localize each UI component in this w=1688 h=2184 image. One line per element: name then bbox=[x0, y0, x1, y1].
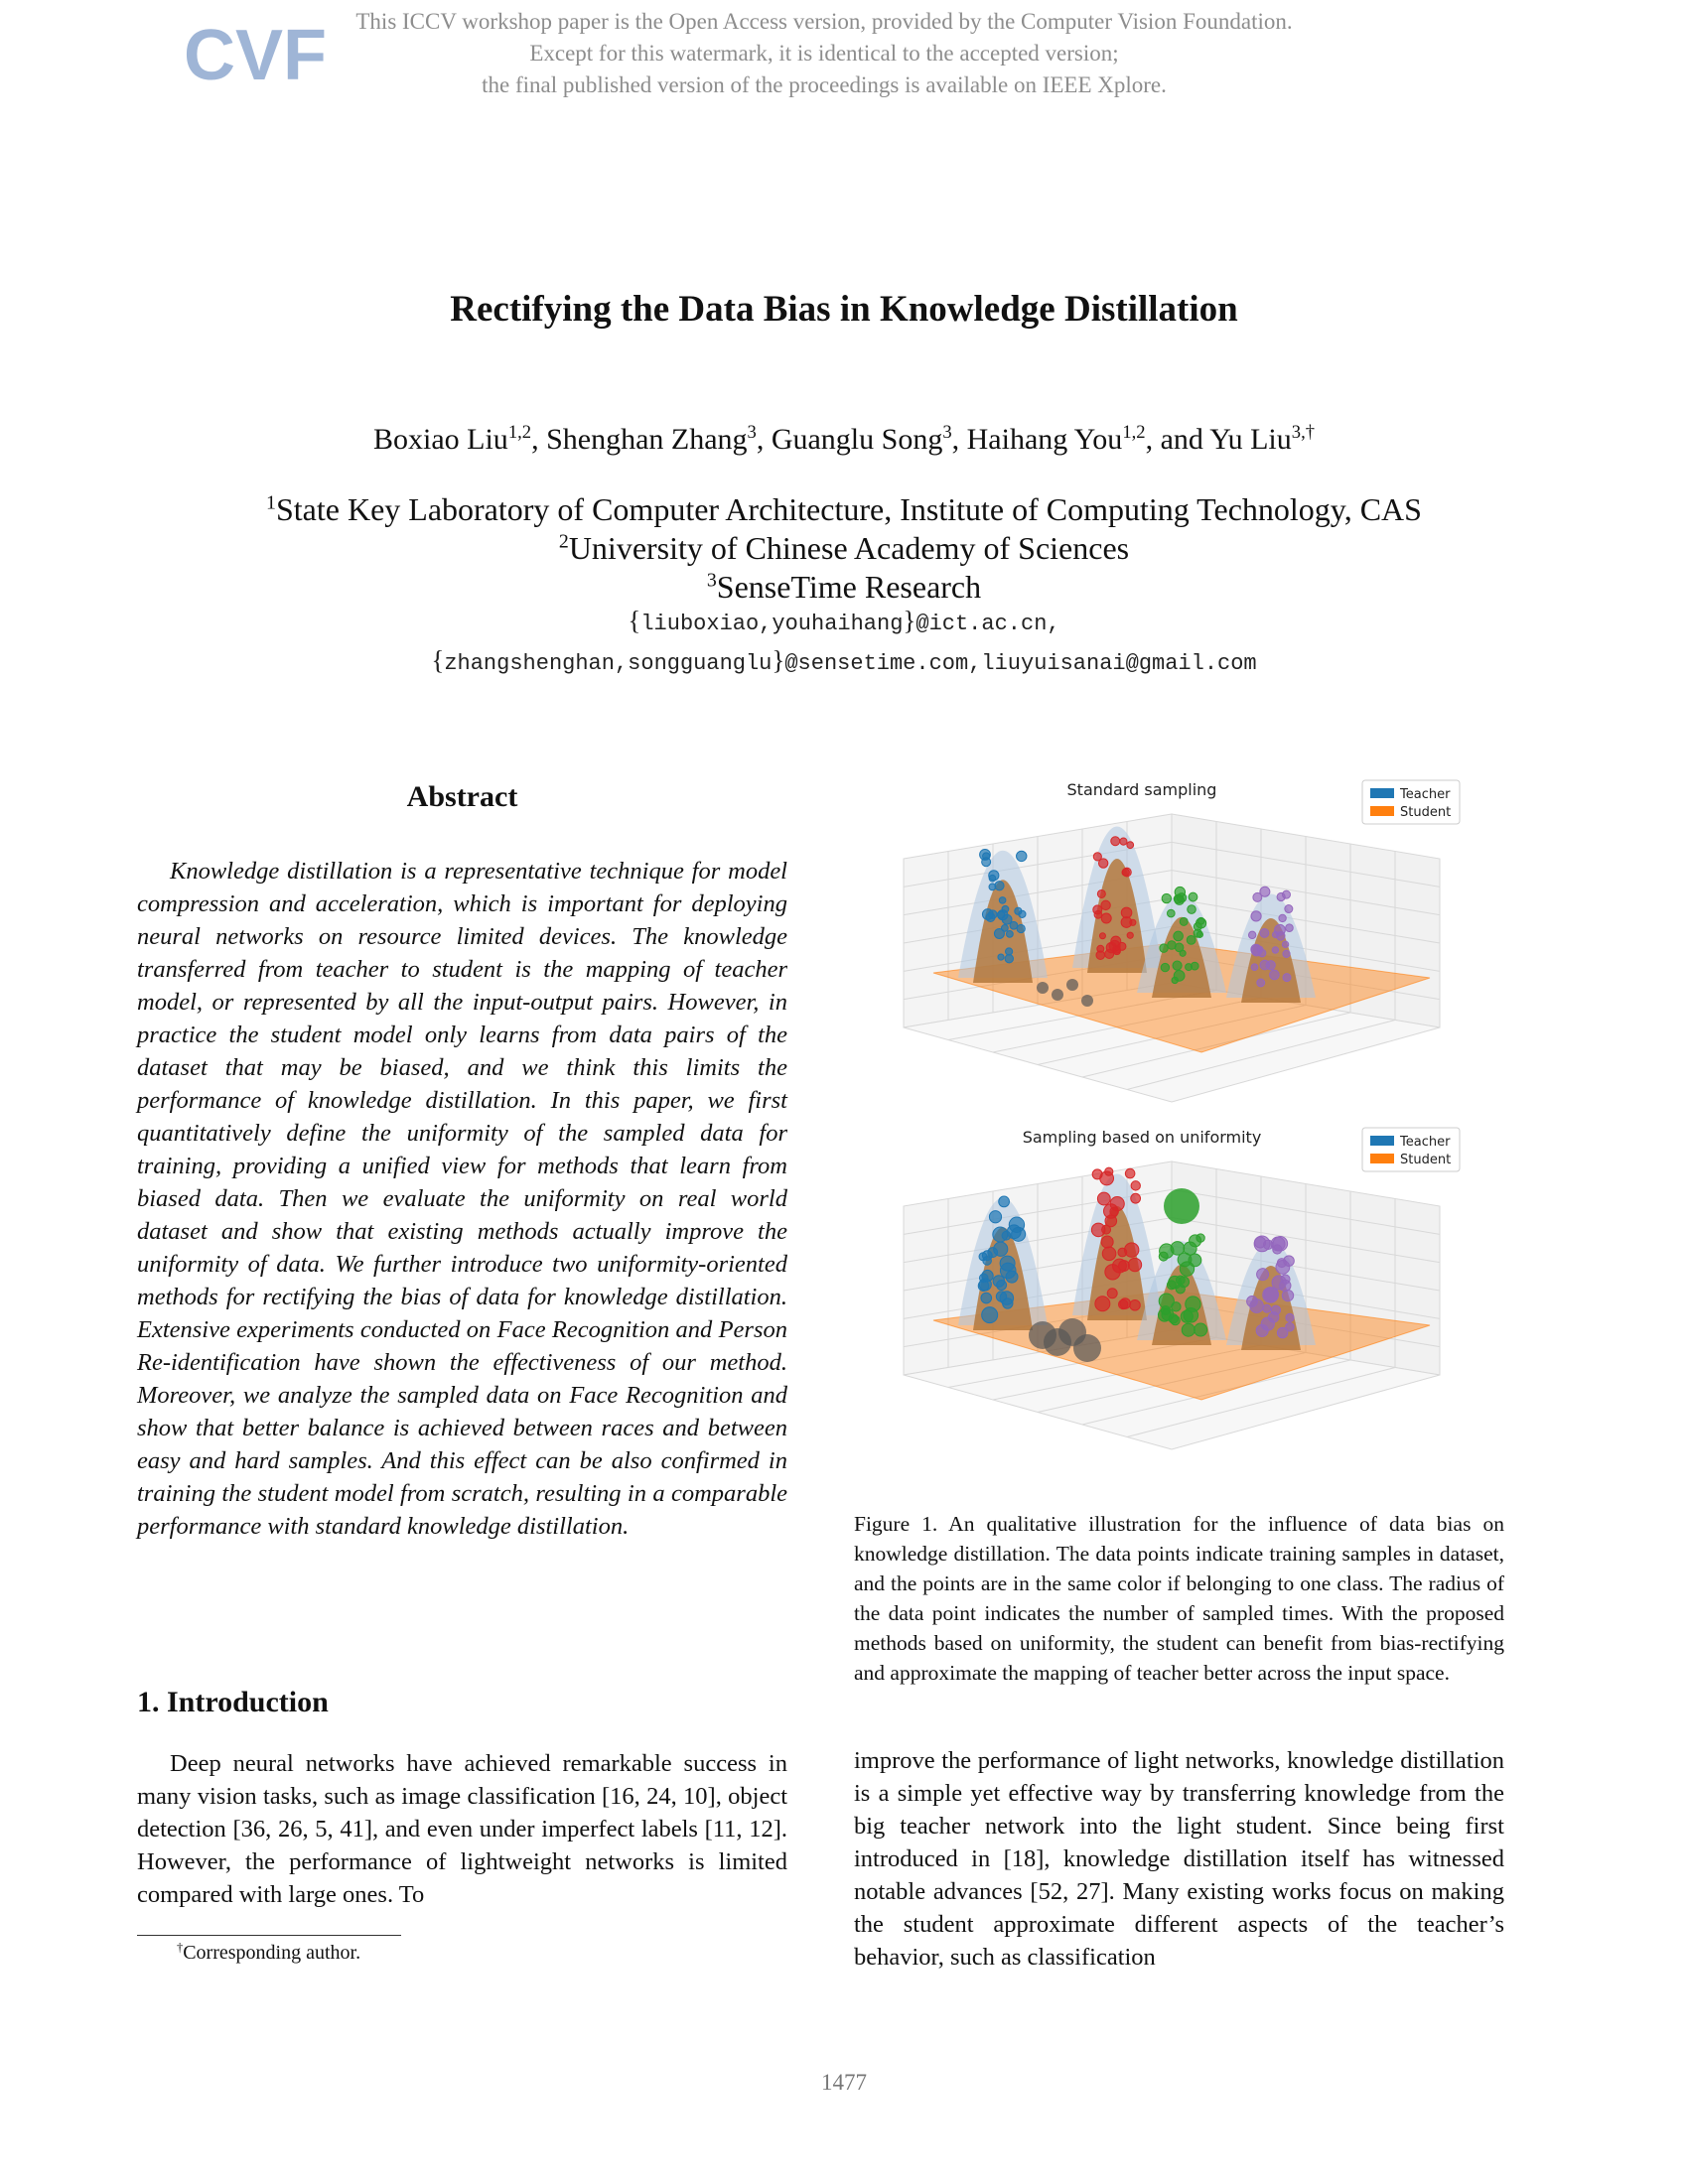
data-point bbox=[1260, 929, 1269, 938]
affiliation: $^1$State Key Laboratory of Computer Architecture, Institute of Computing Technology, CAS bbox=[266, 491, 1422, 527]
data-point bbox=[1263, 1288, 1279, 1303]
data-point bbox=[1017, 924, 1025, 932]
data-point bbox=[1015, 907, 1022, 914]
data-point bbox=[1284, 1256, 1295, 1267]
email-line: {zhangshenghan,songguanglu}@sensetime.com,liuyuisanai@gmail.com bbox=[431, 645, 1257, 676]
legend-swatch-teacher bbox=[1370, 788, 1394, 798]
data-point bbox=[1167, 1281, 1176, 1290]
figure-caption: Figure 1. An qualitative illustration for the influence of data bias on knowledge distillation. The data points indicate training samples in dataset, and the points are in the same color if belonging to one class. The radius of the data point indicates the number of sampled times. With the proposed methods based on uniformity, the student can benefit from bias-rectifying and approximate the mapping of teacher better across the input space. bbox=[854, 1512, 1504, 1685]
data-point bbox=[1093, 853, 1101, 861]
data-point bbox=[1066, 979, 1078, 991]
data-point bbox=[1006, 1271, 1018, 1283]
data-point bbox=[989, 1211, 1001, 1223]
data-point bbox=[1122, 869, 1129, 876]
author: Haihang You$^{1,2}$, and bbox=[966, 422, 1210, 456]
data-point bbox=[1285, 905, 1293, 913]
data-point bbox=[997, 911, 1004, 918]
page-number: 1477 bbox=[821, 2070, 867, 2095]
data-point bbox=[1125, 1168, 1135, 1178]
data-point bbox=[1112, 1259, 1126, 1273]
data-point bbox=[1251, 911, 1261, 921]
data-point bbox=[1101, 900, 1110, 909]
data-point bbox=[1120, 1298, 1131, 1309]
legend bbox=[1362, 780, 1460, 824]
data-point bbox=[1017, 851, 1027, 861]
legend-label: Teacher bbox=[1400, 1135, 1451, 1150]
data-point bbox=[982, 1270, 993, 1281]
legend-label: Student bbox=[1400, 1153, 1452, 1167]
data-point bbox=[1005, 954, 1013, 962]
footnote: †Corresponding author. bbox=[177, 1940, 361, 1964]
intro-paragraph-continued: improve the performance of light networks, knowledge distillation is a simple yet effective way by transferring knowledge from the big teacher network into the light student. Since being first introduced in [18], knowledge distillation itself has witnessed notable advances [52, 27]. Many existing works focus on making the student approximate different aspects of the teacher’s behavior, such as classification bbox=[854, 1747, 1504, 1971]
abstract-heading: Abstract bbox=[406, 780, 518, 813]
data-point bbox=[1283, 950, 1290, 957]
cvf-logo-text: CVF bbox=[184, 16, 327, 95]
data-point bbox=[1251, 945, 1262, 956]
data-point bbox=[1169, 1314, 1178, 1323]
figure-panel-standard bbox=[904, 780, 1460, 1102]
data-point bbox=[1131, 1193, 1141, 1203]
data-point bbox=[1180, 950, 1186, 956]
data-point bbox=[1124, 1243, 1138, 1257]
data-point bbox=[1105, 1167, 1113, 1175]
data-point bbox=[1120, 838, 1127, 845]
data-point bbox=[1093, 905, 1102, 914]
data-point bbox=[1272, 1276, 1286, 1290]
data-point bbox=[1161, 963, 1169, 971]
data-point bbox=[1111, 837, 1120, 846]
data-point bbox=[1187, 935, 1196, 944]
data-point bbox=[1194, 922, 1201, 930]
watermark-line: This ICCV workshop paper is the Open Access version, provided by the Computer Vision Foundation. bbox=[355, 9, 1293, 34]
data-point bbox=[1174, 931, 1184, 941]
data-point bbox=[1037, 982, 1049, 994]
data-point bbox=[1164, 1188, 1199, 1224]
data-point bbox=[1184, 1308, 1198, 1323]
data-point bbox=[1000, 1292, 1014, 1305]
data-point bbox=[1162, 893, 1171, 902]
legend-swatch-student bbox=[1370, 806, 1394, 816]
data-point bbox=[1118, 1248, 1127, 1257]
data-point bbox=[1168, 941, 1177, 950]
author: Boxiao Liu$^{1,2}$, bbox=[372, 422, 547, 456]
section-heading: 1. Introduction bbox=[137, 1686, 329, 1718]
data-point bbox=[983, 853, 990, 860]
data-point bbox=[1251, 964, 1258, 971]
data-point bbox=[983, 1257, 992, 1266]
cvf-logo bbox=[184, 14, 327, 95]
figure-panel-uniform bbox=[904, 1128, 1460, 1449]
data-point bbox=[1279, 914, 1286, 921]
data-point bbox=[1282, 941, 1288, 947]
data-point bbox=[1283, 974, 1291, 982]
affiliation: $^2$University of Chinese Academy of Sciences bbox=[558, 530, 1130, 566]
data-point bbox=[1174, 894, 1183, 903]
data-point bbox=[1172, 977, 1178, 983]
intro-paragraph: Deep neural networks have achieved remarkable success in many vision tasks, such as image classification [16, 24, 10], object detection [36, 26, 5, 41], and even under imperfect labels [11, 12]. However, the performance of lightweight networks is limited compared with large ones. To bbox=[137, 1750, 787, 1908]
data-point bbox=[1257, 1269, 1269, 1281]
data-point bbox=[1277, 1327, 1287, 1337]
data-point bbox=[1127, 932, 1133, 938]
data-point bbox=[1001, 924, 1008, 931]
data-point bbox=[1118, 942, 1126, 950]
data-point bbox=[999, 897, 1006, 904]
data-point bbox=[1248, 931, 1255, 938]
data-point bbox=[1160, 944, 1168, 952]
data-point bbox=[1182, 1323, 1195, 1336]
data-point bbox=[1081, 995, 1093, 1007]
data-point bbox=[1191, 962, 1198, 970]
data-point bbox=[1095, 1297, 1110, 1311]
data-point bbox=[989, 871, 999, 881]
data-point bbox=[1006, 948, 1013, 955]
data-point bbox=[1272, 947, 1278, 953]
data-point bbox=[1130, 1299, 1141, 1310]
data-point bbox=[1097, 945, 1104, 952]
data-point bbox=[1097, 889, 1105, 897]
panel-title: Standard sampling bbox=[1066, 780, 1217, 799]
data-point bbox=[1286, 1313, 1294, 1321]
legend bbox=[1362, 1128, 1460, 1171]
data-point bbox=[993, 1227, 1008, 1242]
data-point bbox=[1160, 1244, 1174, 1258]
data-point bbox=[1168, 909, 1176, 917]
data-point bbox=[1099, 933, 1105, 939]
data-point bbox=[1286, 924, 1294, 932]
watermark bbox=[298, 6, 1350, 101]
affiliations bbox=[0, 490, 1688, 607]
data-point bbox=[999, 1196, 1010, 1207]
data-point bbox=[1052, 989, 1063, 1001]
data-point bbox=[1159, 1294, 1174, 1308]
data-point bbox=[1188, 905, 1196, 914]
data-point bbox=[1105, 950, 1114, 959]
data-point bbox=[1196, 931, 1202, 937]
data-point bbox=[1250, 1299, 1264, 1313]
data-point bbox=[1121, 907, 1132, 918]
data-point bbox=[1101, 1236, 1113, 1248]
data-point bbox=[1102, 1247, 1116, 1261]
data-point bbox=[1130, 919, 1136, 925]
data-point bbox=[1127, 842, 1134, 849]
data-point bbox=[1254, 1236, 1270, 1252]
data-point bbox=[1272, 931, 1278, 937]
data-point bbox=[1007, 1225, 1021, 1239]
data-point bbox=[1107, 1289, 1117, 1298]
data-point bbox=[994, 1242, 1008, 1256]
data-point bbox=[1101, 913, 1111, 923]
data-point bbox=[1196, 1234, 1204, 1242]
data-point bbox=[1189, 892, 1197, 901]
data-point bbox=[1073, 1334, 1101, 1362]
legend-label: Teacher bbox=[1400, 787, 1451, 802]
data-point bbox=[981, 1293, 992, 1303]
data-point bbox=[998, 954, 1004, 960]
data-point bbox=[1128, 1258, 1141, 1271]
data-point bbox=[1282, 1290, 1293, 1300]
data-point bbox=[1277, 892, 1285, 900]
data-point bbox=[1266, 961, 1275, 970]
author: Yu Liu$^{3,\dagger}$ bbox=[1209, 422, 1316, 456]
legend-swatch-teacher bbox=[1370, 1136, 1394, 1146]
email-line: {liuboxiao,youhaihang}@ict.ac.cn, bbox=[628, 606, 1060, 636]
data-point bbox=[1273, 1236, 1288, 1251]
data-point bbox=[995, 882, 1004, 890]
watermark-line: the final published version of the proceedings is available on IEEE Xplore. bbox=[482, 72, 1167, 97]
data-point bbox=[1104, 1204, 1119, 1219]
figure-1 bbox=[844, 774, 1509, 1489]
data-point bbox=[1271, 1305, 1280, 1314]
data-point bbox=[1180, 917, 1188, 925]
data-point bbox=[1270, 970, 1280, 980]
data-point bbox=[982, 1307, 998, 1323]
data-point bbox=[1257, 979, 1265, 987]
author-list bbox=[0, 423, 1688, 457]
data-point bbox=[1000, 1256, 1015, 1271]
data-point bbox=[1263, 1304, 1271, 1312]
data-point bbox=[1173, 961, 1182, 970]
author: Shenghan Zhang$^3$, bbox=[546, 422, 772, 456]
data-point bbox=[993, 1276, 1005, 1288]
data-point bbox=[986, 913, 995, 922]
data-point bbox=[1091, 1223, 1105, 1237]
data-point bbox=[1179, 1277, 1190, 1288]
legend-swatch-student bbox=[1370, 1154, 1394, 1163]
data-point bbox=[1006, 930, 1013, 937]
data-point bbox=[1256, 1324, 1268, 1336]
author: Guanglu Song$^3$, bbox=[771, 422, 967, 456]
panel-title: Sampling based on uniformity bbox=[1022, 1128, 1262, 1147]
data-point bbox=[1097, 1192, 1110, 1205]
abstract-text: Knowledge distillation is a representative technique for model compression and acceleration, which is important for deploying neural networks on resource limited devices. The knowledge transferred from teacher to student is the mapping of teacher model, or represented by all the input-output pairs. However, in practice the student model only learns from data pairs of the dataset that may be biased, and we think this limits the performance of knowledge distillation. In this paper, we first quantitatively define the uniformity of the sampled data for training, providing a unified view for methods that learn from biased data. Then we evaluate the uniformity on real world dataset and show that existing methods actually improve the uniformity of data. We further introduce two uniformity-oriented methods for rectifying the bias of data for knowledge distillation. Extensive experiments conducted on Face Recognition and Person Re-identification have shown the effectiveness of our method. Moreover, we analyze the sampled data on Face Recognition and show that better balance is achieved between races and between easy and hard samples. And this effect can be also confirmed in training the student model from scratch, resulting in a comparable performance with standard knowledge distillation. bbox=[137, 858, 787, 1540]
data-point bbox=[1260, 887, 1270, 896]
legend-label: Student bbox=[1400, 805, 1452, 820]
footnote-divider bbox=[137, 1935, 401, 1936]
data-point bbox=[1195, 1323, 1207, 1336]
affiliation: $^3$SenseTime Research bbox=[706, 569, 982, 605]
paper-title: Rectifying the Data Bias in Knowledge Distillation bbox=[450, 289, 1238, 330]
watermark-line: Except for this watermark, it is identical to the accepted version; bbox=[529, 41, 1119, 66]
data-point bbox=[1131, 1181, 1140, 1190]
